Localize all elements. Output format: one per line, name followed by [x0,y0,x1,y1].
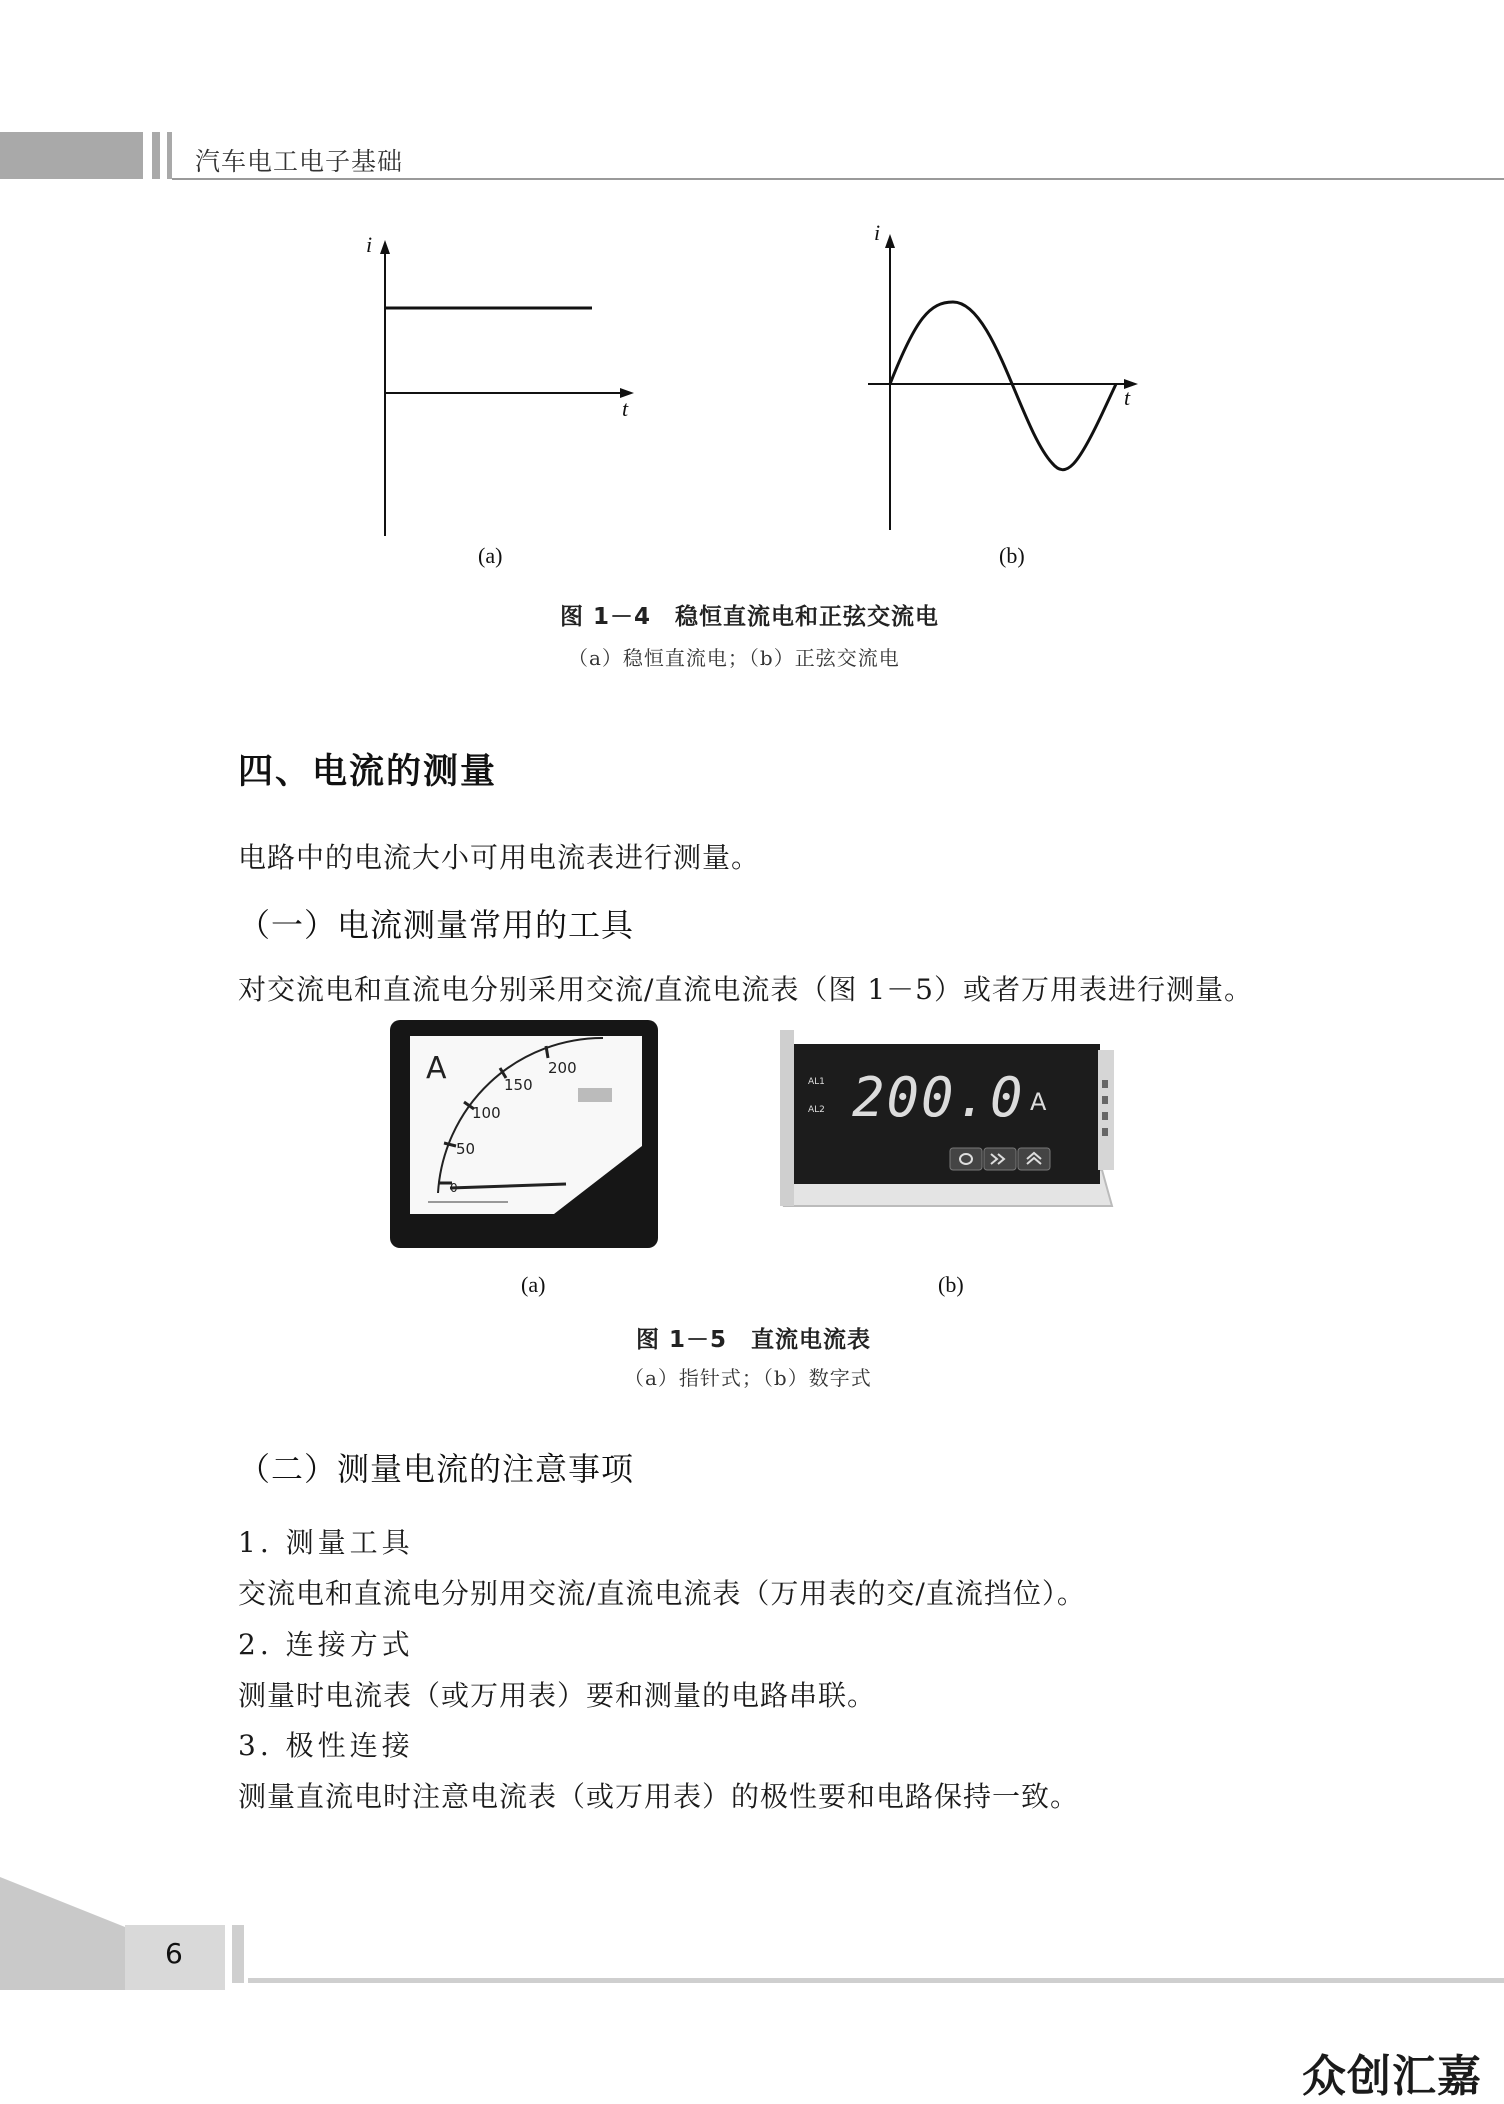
alarm-1-label: AL1 [808,1077,825,1087]
footer-rule [248,1978,1504,1983]
note-item-text: 测量直流电时注意电流表（或万用表）的极性要和电路保持一致。 [238,1780,1080,1813]
meter-tick-label: 150 [504,1076,533,1094]
axis-i-label-a: i [366,232,373,257]
meter-tick-label: 200 [548,1059,577,1077]
header-bar-stripe [152,132,160,179]
subsection-heading-tools: （一）电流测量常用的工具 [238,906,635,944]
axis-t-label-a: t [622,396,629,421]
figure-1-4-sublabel-b: (b) [999,543,1025,568]
digital-unit-label: A [1030,1088,1047,1116]
figure-1-4 [360,218,1142,573]
subsection-text-tools: 对交流电和直流电分别采用交流/直流电流表（图 1－5）或者万用表进行测量。 [238,973,1253,1006]
meter-tick-label: 100 [472,1104,501,1122]
figure-1-5-sublabel-a: (a) [521,1272,546,1297]
alarm-2-label: AL2 [808,1105,825,1115]
header-rule [172,178,1504,180]
function-key [950,1148,982,1170]
footer-tick [232,1925,244,1983]
figure-1-5-subcaption: （a）指针式；（b）数字式 [624,1366,872,1390]
page-number: 6 [165,1937,183,1970]
analog-ammeter-image [388,1018,660,1250]
note-item-title: 1. 测量工具 [238,1526,414,1559]
axis-t-label-b: t [1124,385,1131,410]
subsection-heading-notes: （二）测量电流的注意事项 [238,1450,635,1488]
footer-tab-shape [0,1877,240,1990]
header-bar-block [0,132,143,179]
meter-tick-label: 0 [450,1181,458,1195]
note-item-title: 3. 极性连接 [238,1729,414,1762]
header-bar-stripe [167,132,172,179]
note-item-text: 测量时电流表（或万用表）要和测量的电路串联。 [238,1679,877,1712]
figure-1-4-subcaption: （a）稳恒直流电；（b）正弦交流电 [568,646,900,670]
axis-i-label-b: i [874,220,881,245]
watermark-text: 众创汇嘉 [1302,2051,1482,2102]
figure-1-5-sublabel-b: (b) [938,1272,964,1297]
book-title: 汽车电工电子基础 [195,147,404,176]
note-item-title: 2. 连接方式 [238,1628,414,1661]
digital-ammeter-image [772,1030,1120,1230]
section-heading: 四、电流的测量 [238,752,498,792]
shift-key [984,1148,1016,1170]
meter-unit-label: A [426,1051,447,1086]
figure-1-4-caption: 图 1－4 稳恒直流电和正弦交流电 [560,604,940,630]
figure-1-4-sublabel-a: (a) [478,543,503,568]
figure-1-5-caption: 图 1－5 直流电流表 [636,1327,872,1353]
digital-reading: 200.0 [852,1066,1025,1129]
note-item-text: 交流电和直流电分别用交流/直流电流表（万用表的交/直流挡位）。 [238,1577,1086,1610]
section-intro: 电路中的电流大小可用电流表进行测量。 [238,841,761,874]
meter-tick-label: 50 [456,1140,476,1158]
